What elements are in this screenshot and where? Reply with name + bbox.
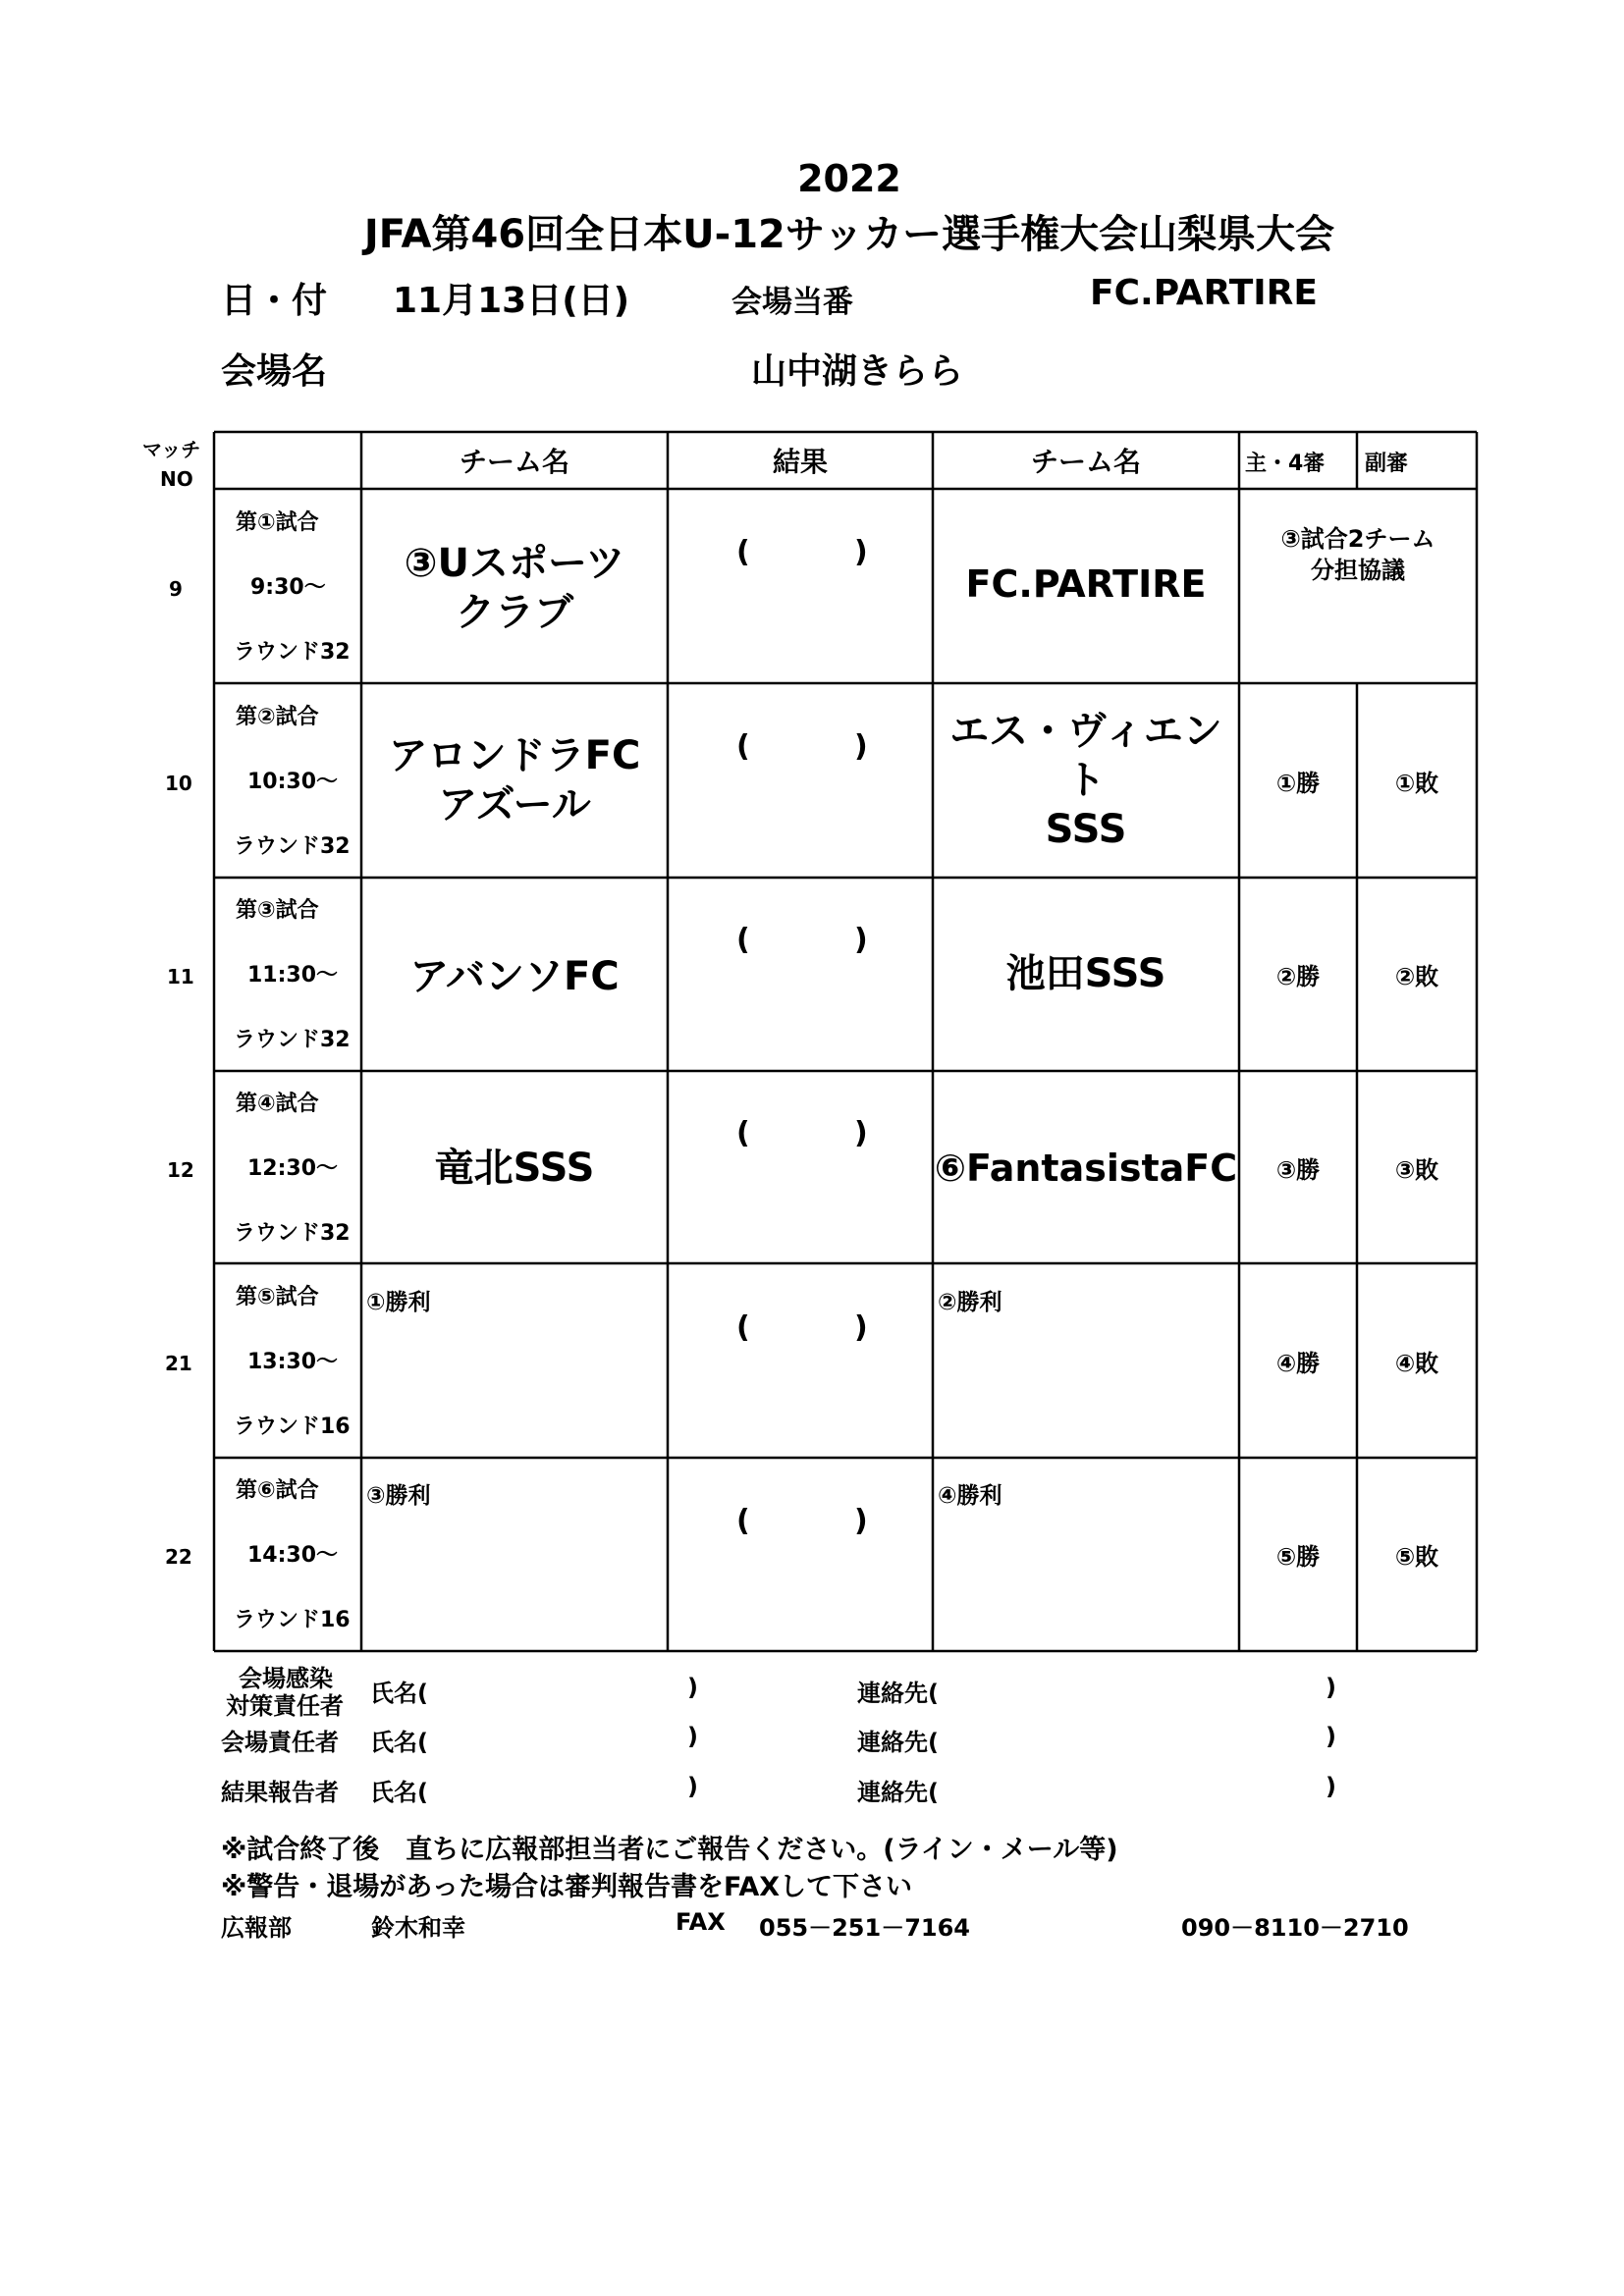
match-info <box>236 685 351 880</box>
team1-header: チーム名 <box>459 446 569 478</box>
match-label: 第③試合 <box>236 898 319 923</box>
pr-department: 広報部 <box>221 1914 292 1942</box>
match-number: 12 <box>167 1158 194 1182</box>
infection-officer-label-line2: 対策責任者 <box>226 1692 344 1720</box>
result-close: ) <box>854 1310 868 1345</box>
contact-close: ) <box>1326 1773 1336 1800</box>
team1-name-line2: アズール <box>438 782 591 828</box>
duty-value: FC.PARTIRE <box>1090 273 1318 313</box>
result-close: ) <box>854 535 868 569</box>
match-time: 14:30～ <box>247 1543 339 1568</box>
result-close: ) <box>854 1116 868 1150</box>
team1-name: 竜北SSS <box>434 1146 595 1191</box>
team1-name-line2: クラブ <box>456 590 573 635</box>
main-ref-assignment: ⑤勝 <box>1275 1543 1321 1571</box>
team1-name: アバンソFC <box>409 954 620 999</box>
match-no-header-line1: マッチ <box>142 438 201 461</box>
team1-name-line1: ③Uスポーツ <box>404 541 625 586</box>
contact-label: 連絡先( <box>857 1729 939 1756</box>
match-round: ラウンド16 <box>234 1608 351 1632</box>
referee-note-line1: ③試合2チーム <box>1280 525 1435 553</box>
duty-label: 会場当番 <box>731 285 853 320</box>
sub-ref-assignment: ④敗 <box>1394 1349 1439 1377</box>
contact-close: ) <box>1326 1674 1336 1701</box>
match-label: 第⑤試合 <box>236 1285 319 1309</box>
date-label: 日・付 <box>221 281 328 321</box>
pr-contact-person: 鈴木和幸 <box>371 1914 465 1942</box>
sub-ref-assignment: ⑤敗 <box>1394 1543 1439 1571</box>
name-close: ) <box>687 1773 698 1800</box>
team2-name: ⑥FantasistaFC <box>934 1147 1238 1190</box>
note-report-after-match: ※試合終了後 直ちに広報部担当者にご報告ください。(ライン・メール等) <box>221 1835 1118 1865</box>
name-close: ) <box>687 1674 698 1701</box>
result-close: ) <box>854 923 868 957</box>
document-year: 2022 <box>797 157 901 200</box>
result-header: 結果 <box>772 446 828 478</box>
team1-name-line1: アロンドラFC <box>388 733 641 778</box>
venue-value: 山中湖きらら <box>751 351 964 392</box>
match-label: 第④試合 <box>236 1092 319 1116</box>
main-ref-assignment: ①勝 <box>1275 769 1321 797</box>
match-number: 21 <box>165 1352 192 1375</box>
referee-note-line2: 分担協議 <box>1311 557 1405 584</box>
name-label: 氏名( <box>370 1779 428 1806</box>
result-open: ( <box>736 535 750 569</box>
result-open: ( <box>736 1116 750 1150</box>
team2-name-line2: SSS <box>1045 807 1127 852</box>
infection-officer-label-line1: 会場感染 <box>239 1665 333 1692</box>
match-number: 9 <box>169 577 183 601</box>
match-round: ラウンド32 <box>234 640 351 665</box>
team2-placeholder: ②勝利 <box>938 1290 1002 1315</box>
team2-name-line1: エス・ヴィエント <box>949 709 1222 803</box>
match-round: ラウンド16 <box>234 1415 351 1439</box>
team1-name <box>361 530 668 646</box>
venue-label: 会場名 <box>221 351 328 392</box>
match-label: 第①試合 <box>236 510 319 535</box>
main-ref-assignment: ②勝 <box>1275 963 1321 990</box>
match-round: ラウンド32 <box>234 1221 351 1246</box>
match-time: 10:30～ <box>247 770 339 794</box>
result-close: ) <box>854 1504 868 1538</box>
referee-note <box>1239 520 1477 589</box>
phone-number: 090－8110－2710 <box>1181 1914 1409 1942</box>
team2-header: チーム名 <box>1030 446 1141 478</box>
result-reporter-label: 結果報告者 <box>221 1779 339 1806</box>
match-info <box>236 879 351 1073</box>
main-ref-assignment: ③勝 <box>1275 1155 1321 1184</box>
sub-ref-assignment: ①敗 <box>1394 769 1439 797</box>
match-number: 11 <box>167 965 194 988</box>
main-ref-header: 主・4審 <box>1245 452 1326 476</box>
team2-name: FC.PARTIRE <box>965 562 1207 606</box>
note-fax-referee-report: ※警告・退場があった場合は審判報告書をFAXして下さい <box>221 1872 913 1902</box>
match-no-header-line2: NO <box>160 467 193 491</box>
fax-number: 055－251－7164 <box>759 1914 970 1942</box>
match-info <box>236 1072 351 1266</box>
result-open: ( <box>736 1310 750 1345</box>
match-number: 10 <box>165 772 192 795</box>
match-time: 13:30～ <box>247 1350 339 1374</box>
team1-name <box>361 726 668 834</box>
result-open: ( <box>736 1504 750 1538</box>
sub-ref-assignment: ②敗 <box>1394 963 1439 990</box>
match-number: 22 <box>165 1545 192 1569</box>
date-value: 11月13日(日) <box>393 281 630 321</box>
sub-ref-header: 副審 <box>1365 452 1409 476</box>
match-info <box>236 491 351 685</box>
team2-name: 池田SSS <box>1005 951 1166 996</box>
contact-label: 連絡先( <box>857 1779 939 1806</box>
match-time: 12:30～ <box>247 1156 339 1181</box>
team2-placeholder: ④勝利 <box>938 1483 1002 1509</box>
contact-close: ) <box>1326 1723 1336 1750</box>
match-info <box>236 1459 351 1653</box>
contact-label: 連絡先( <box>857 1680 939 1707</box>
match-time: 9:30～ <box>250 575 326 600</box>
name-label: 氏名( <box>370 1680 428 1707</box>
result-open: ( <box>736 923 750 957</box>
sub-ref-assignment: ③敗 <box>1394 1155 1439 1184</box>
team1-placeholder: ③勝利 <box>366 1483 431 1509</box>
match-info <box>236 1265 351 1460</box>
fax-label: FAX <box>676 1908 726 1936</box>
name-close: ) <box>687 1723 698 1750</box>
result-open: ( <box>736 729 750 764</box>
match-label: 第②試合 <box>236 705 319 729</box>
match-time: 11:30～ <box>247 963 339 988</box>
main-ref-assignment: ④勝 <box>1275 1349 1321 1377</box>
match-round: ラウンド32 <box>234 1028 351 1052</box>
team2-name <box>933 709 1239 852</box>
venue-manager-label: 会場責任者 <box>221 1729 339 1756</box>
document-title: JFA第46回全日本U-12サッカー選手権大会山梨県大会 <box>363 212 1335 257</box>
match-label: 第⑥試合 <box>236 1478 319 1503</box>
team1-placeholder: ①勝利 <box>366 1290 431 1315</box>
match-round: ラウンド32 <box>234 834 351 859</box>
result-close: ) <box>854 729 868 764</box>
name-label: 氏名( <box>370 1729 428 1756</box>
